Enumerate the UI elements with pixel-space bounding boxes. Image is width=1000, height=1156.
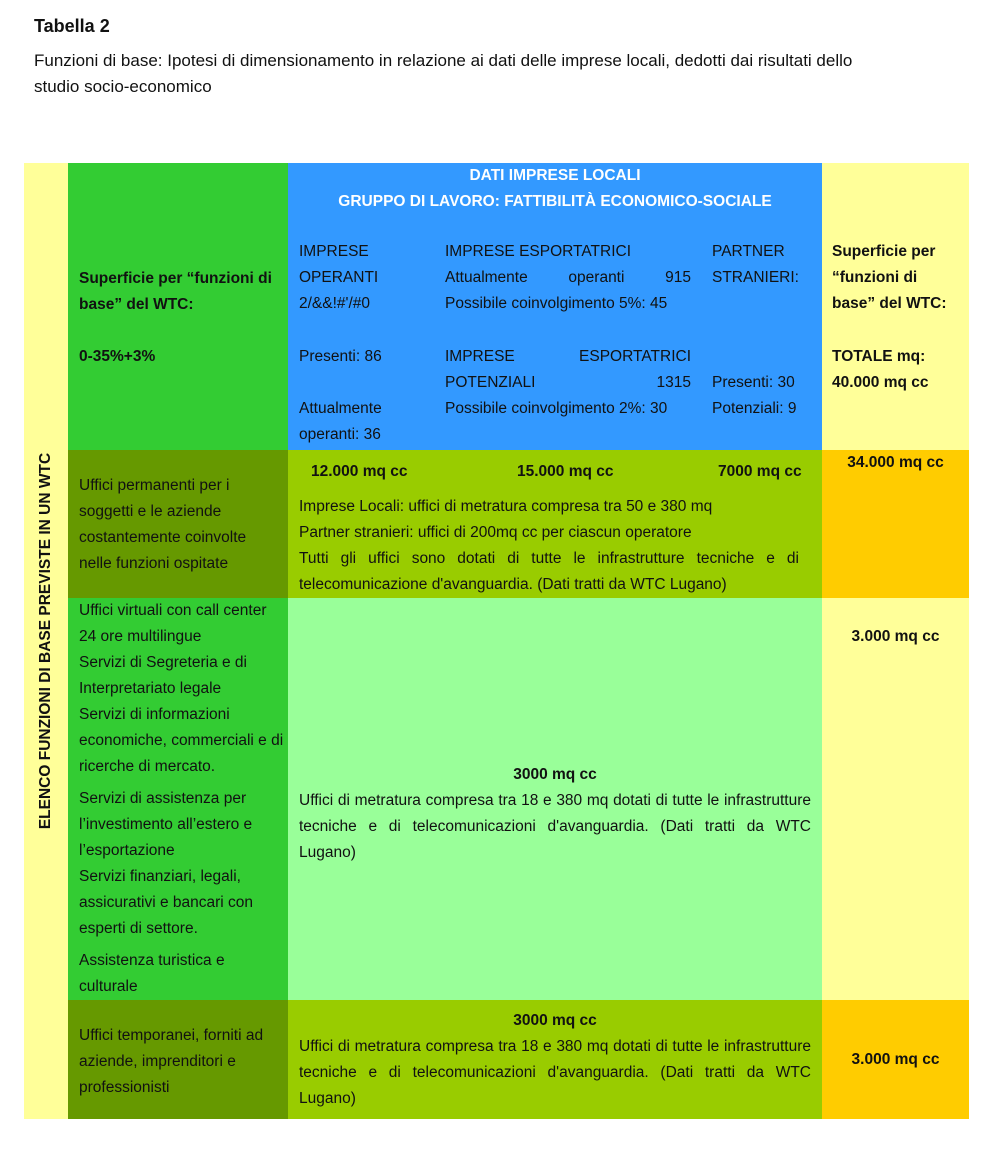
row2-right-cell bbox=[822, 598, 969, 1000]
row1-mid-cell bbox=[288, 450, 822, 598]
table-heading: Tabella 2 bbox=[34, 16, 110, 36]
header-right-title: Superficie per “funzioni di base” del WTC: bbox=[832, 243, 947, 312]
table-caption: Funzioni di base: Ipotesi di dimensionamento in relazione ai dati delle imprese locali, dedotti dai risultati dello studio socio-economico bbox=[34, 51, 853, 96]
row3-desc: Uffici di metratura compresa tra 18 e 380 mq dotati di tutte le infrastrutture tecniche e di telecomunicazioni d'avanguardia. (Dati tratti da WTC Lugano) bbox=[299, 1038, 811, 1107]
col2-line4: Possibile coinvolgimento 2%: 30 bbox=[445, 400, 668, 417]
col2-line3: Possibile coinvolgimento 5%: 45 bbox=[445, 295, 668, 312]
header-blue-title-1: DATI IMPRESE LOCALI bbox=[469, 167, 641, 184]
header-left-value: 0-35%+3% bbox=[79, 348, 156, 365]
row2-desc: Uffici di metratura compresa tra 18 e 380 mq dotati di tutte le infrastrutture tecniche e di telecomunicazioni d'avanguardia. (Dati tratti da WTC Lugano) bbox=[299, 792, 811, 861]
row2-right-total: 3.000 mq cc bbox=[851, 628, 940, 645]
row2-service-3: Servizi di informazioni economiche, commerciali e di ricerche di mercato. bbox=[79, 706, 284, 775]
row3-mid-cell bbox=[288, 1000, 822, 1119]
col3-title: PARTNER STRANIERI: bbox=[712, 243, 799, 286]
row1-left-text: Uffici permanenti per i soggetti e le aziende costantemente coinvolte nelle funzioni ospitate bbox=[79, 477, 247, 572]
row3-right-cell bbox=[822, 1000, 969, 1119]
row1-desc-1: Imprese Locali: uffici di metratura compresa tra 50 e 380 mq bbox=[299, 498, 713, 515]
col1-title: IMPRESE OPERANTI 2/&&!#'/#0 bbox=[299, 243, 379, 312]
row2-area: 3000 mq cc bbox=[513, 766, 597, 783]
header-right-cell bbox=[822, 163, 969, 450]
header-left-title: Superficie per “funzioni di base” del WTC: bbox=[79, 270, 272, 313]
row1-area-export: 15.000 mq cc bbox=[517, 463, 614, 480]
col1-attualmente: Attualmente operanti: 36 bbox=[299, 400, 382, 443]
row2-service-4: Servizi di assistenza per l’investimento all’estero e l’esportazione bbox=[79, 790, 253, 859]
col3-presenti: Presenti: 30 bbox=[712, 374, 795, 391]
col3-potenziali: Potenziali: 9 bbox=[712, 400, 797, 417]
row2-service-5: Servizi finanziari, legali, assicurativi e bancari con esperti di settore. bbox=[79, 868, 254, 937]
row2-service-1: Uffici virtuali con call center 24 ore multilingue bbox=[79, 602, 267, 645]
header-right-total-value: 40.000 mq cc bbox=[832, 374, 929, 391]
col1-presenti: Presenti: 86 bbox=[299, 348, 382, 365]
row1-desc-3: Tutti gli uffici sono dotati di tutte le infrastrutture tecniche e di telecomunicazione d'avanguardia. (Dati tratti da WTC Lugano) bbox=[299, 550, 799, 593]
row2-service-6: Assistenza turistica e culturale bbox=[79, 952, 225, 995]
col2-line2: Attualmente operanti 915 bbox=[445, 269, 691, 286]
side-label: ELENCO FUNZIONI DI BASE PREVISTE IN UN WTC bbox=[37, 452, 54, 830]
row3-right-total: 3.000 mq cc bbox=[851, 1051, 940, 1068]
row3-left-cell bbox=[68, 1000, 288, 1119]
row1-area-local: 12.000 mq cc bbox=[311, 463, 408, 480]
row2-mid-cell bbox=[288, 598, 822, 1000]
header-left-cell bbox=[68, 163, 288, 450]
row1-desc-2: Partner stranieri: uffici di 200mq cc per ciascun operatore bbox=[299, 524, 692, 541]
col2-title2-text: IMPRESE ESPORTATRICI POTENZIALI 1315 bbox=[445, 348, 691, 391]
header-blue-cell bbox=[288, 163, 822, 450]
row2-service-2: Servizi di Segreteria e di Interpretariato legale bbox=[79, 654, 247, 697]
row3-left-text: Uffici temporanei, forniti ad aziende, imprenditori e professionisti bbox=[79, 1027, 264, 1096]
row1-right-total: 34.000 mq cc bbox=[847, 454, 944, 471]
col2-title2 bbox=[445, 344, 691, 396]
row1-left-cell bbox=[68, 450, 288, 598]
row2-left-list bbox=[79, 598, 284, 1000]
row1-right-cell bbox=[822, 450, 969, 598]
row1-area-partner: 7000 mq cc bbox=[718, 463, 802, 480]
row2-left-cell bbox=[68, 598, 288, 1000]
side-label-cell bbox=[24, 163, 68, 1119]
header-right-total-label: TOTALE mq: bbox=[832, 348, 926, 365]
col2-title: IMPRESE ESPORTATRICI bbox=[445, 243, 632, 260]
header-blue-title-2: GRUPPO DI LAVORO: FATTIBILITÀ ECONOMICO-SOCIALE bbox=[338, 193, 772, 210]
row3-area: 3000 mq cc bbox=[513, 1012, 597, 1029]
